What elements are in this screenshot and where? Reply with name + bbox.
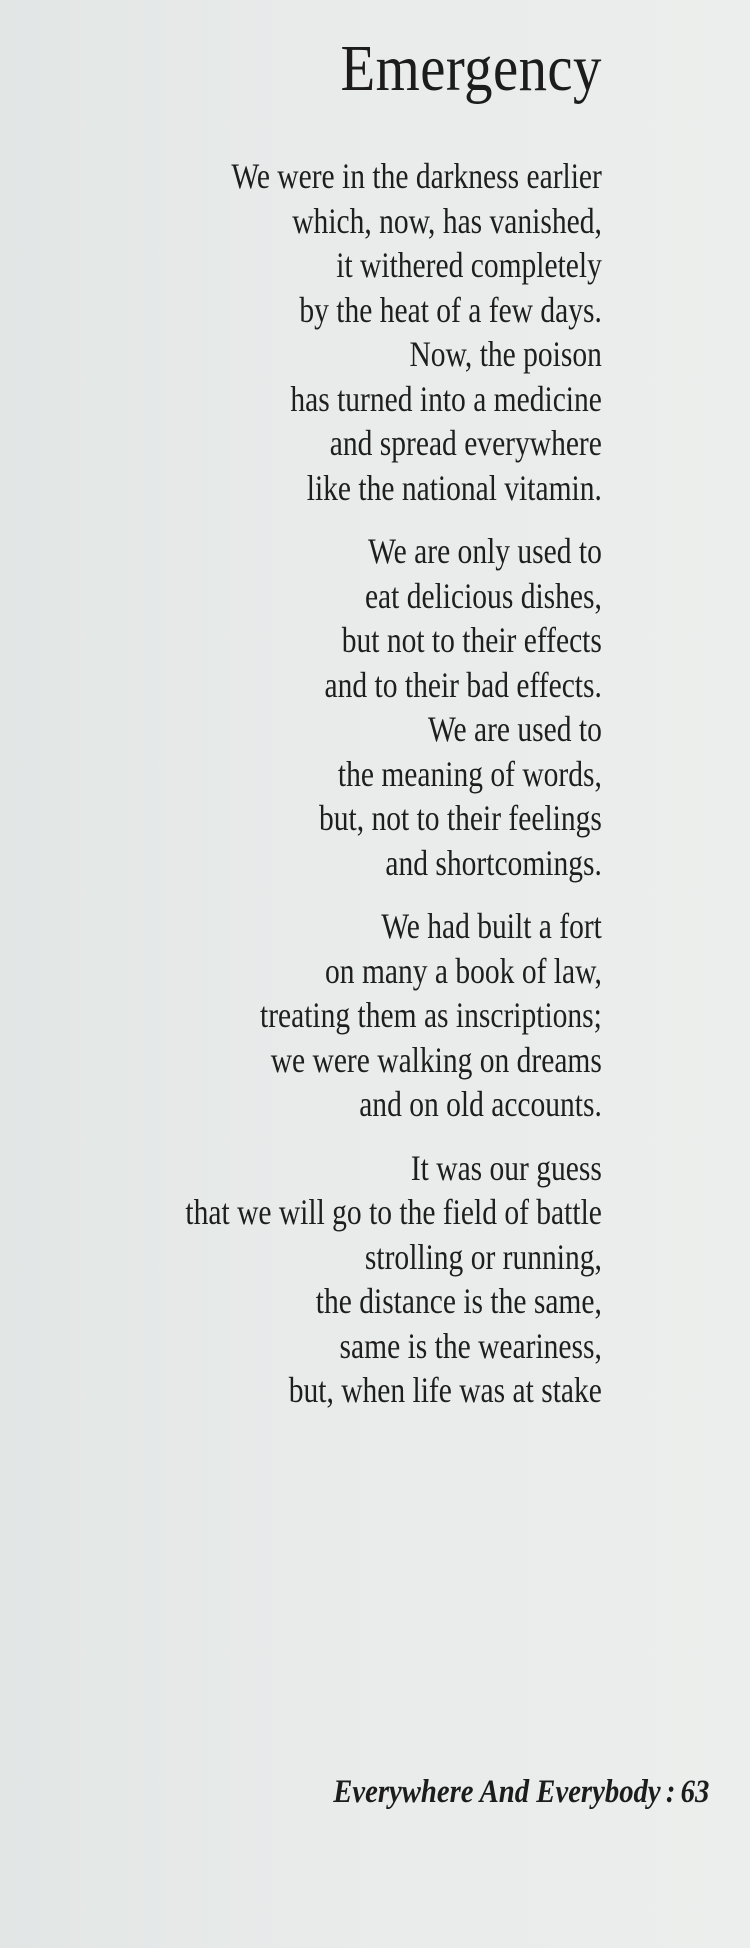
poem-line: and to their bad effects. (324, 664, 602, 705)
poem-line: and shortcomings. (385, 842, 602, 883)
poem-line: on many a book of law, (325, 950, 602, 991)
running-footer (333, 1776, 709, 1809)
poem-line: and on old accounts. (359, 1084, 602, 1124)
poem-line: we were walking on dreams (270, 1039, 602, 1080)
poem-line: the distance is the same, (315, 1281, 602, 1321)
page-number: 63 (680, 1774, 709, 1810)
footer-separator: : (665, 1774, 676, 1810)
poem-line: and spread everywhere (329, 423, 602, 463)
stanza-2 (94, 529, 602, 885)
book-title: Everywhere And Everybody (332, 1774, 661, 1810)
poem-line: the meaning of words, (338, 753, 602, 794)
stanza-4 (94, 1146, 602, 1413)
poem-line: but, not to their feelings (319, 798, 602, 838)
poem-line: like the national vitamin. (306, 467, 602, 508)
poem-line: We are only used to (368, 531, 602, 571)
poem-title: Emergency (340, 32, 602, 105)
poem-line: same is the weariness, (339, 1325, 602, 1366)
poem-line: strolling or running, (365, 1236, 602, 1277)
poem-body (94, 154, 602, 1413)
stanza-3 (94, 904, 602, 1127)
poem-line: We are used to (428, 709, 602, 749)
poem-line: It was our guess (410, 1147, 602, 1188)
poem-line: it withered completely (336, 245, 602, 285)
poem-line: eat delicious dishes, (365, 575, 602, 616)
stanza-1 (94, 154, 602, 510)
poem-line: has turned into a medicine (290, 378, 602, 419)
poem-line: but, when life was at stake (288, 1370, 602, 1410)
poem-line: that we will go to the field of battle (185, 1192, 602, 1232)
poem-line: We had built a fort (381, 906, 602, 946)
poem-line: Now, the poison (409, 334, 602, 374)
poem-line: which, now, has vanished, (292, 200, 602, 241)
poem-line: but not to their effects (341, 620, 602, 660)
poem-line: We were in the darkness earlier (231, 156, 602, 196)
poem-line: by the heat of a few days. (299, 289, 602, 330)
poem-line: treating them as inscriptions; (260, 995, 602, 1035)
